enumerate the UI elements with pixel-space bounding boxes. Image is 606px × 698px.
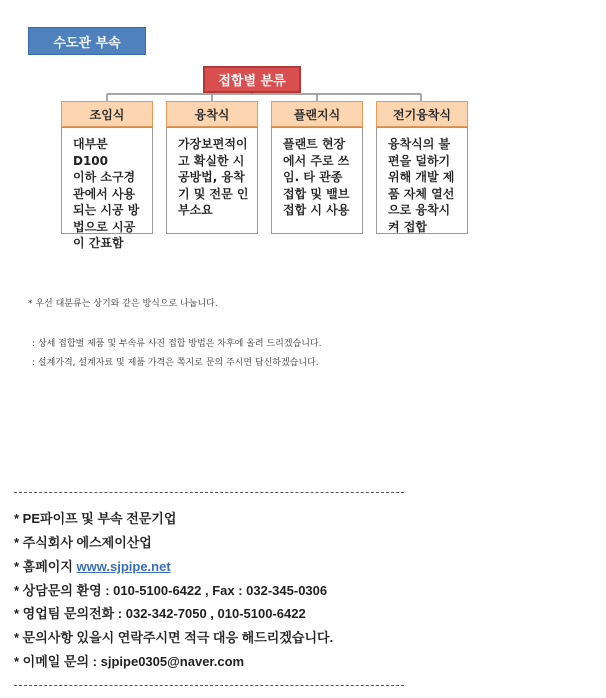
contact-sales-phone: * 영업팀 문의전화 : 032-342-7050 , 010-5100-6422 — [14, 606, 306, 621]
contact-company-name: * 주식회사 에스제이산업 — [14, 535, 152, 550]
category-header-flange: 플랜지식 — [271, 101, 363, 127]
contact-response-note: * 문의사항 있을시 연락주시면 적극 대응 해드리겠습니다. — [14, 630, 334, 645]
contact-consult-phone: * 상담문의 환영 : 010-5100-6422 , Fax : 032-345-0306 — [14, 583, 328, 598]
homepage-link[interactable]: www.sjpipe.net — [76, 559, 171, 574]
category-desc-electrofusion: 융착식의 불 편을 덜하기 위해 개발 제 품 자체 열선 으로 융착시 켜 접합 — [376, 127, 468, 234]
divider-bottom — [14, 685, 404, 686]
category-header-electrofusion: 전기융착식 — [376, 101, 468, 127]
category-header-fusion: 융착식 — [166, 101, 258, 127]
contact-homepage — [14, 556, 171, 575]
root-node: 접합별 분류 — [203, 66, 301, 93]
category-desc-fusion: 가장보편적이 고 확실한 시 공방법, 융착 기 및 전문 인 부소요 — [166, 127, 258, 234]
note-price-inquiry: : 설계가격, 설계자료 및 제품 가격은 쪽지로 문의 주시면 답신하겠습니다. — [32, 358, 319, 368]
contact-company-type: * PE파이프 및 부속 전문기업 — [14, 511, 177, 526]
homepage-label: * 홈페이지 — [14, 559, 77, 574]
category-header-clamp: 조임식 — [61, 101, 153, 127]
note-classification: * 우선 대분류는 상기와 같은 방식으로 나눕니다. — [28, 299, 218, 309]
divider-top — [14, 492, 404, 493]
note-details-later: : 상세 접합별 제품 및 부속류 사진 접합 방법은 차후에 올려 드리겠습니다. — [32, 339, 322, 349]
contact-email: * 이메일 문의 : sjpipe0305@naver.com — [14, 654, 245, 669]
category-desc-flange: 플랜트 현장 에서 주로 쓰 임. 타 관종 접합 및 밸브 접합 시 사용 — [271, 127, 363, 234]
diagram-title: 수도관 부속 — [28, 27, 146, 55]
category-desc-clamp: 대부분 D100 이하 소구경 관에서 사용 되는 시공 방 법으로 시공 이 간표함 — [61, 127, 153, 234]
